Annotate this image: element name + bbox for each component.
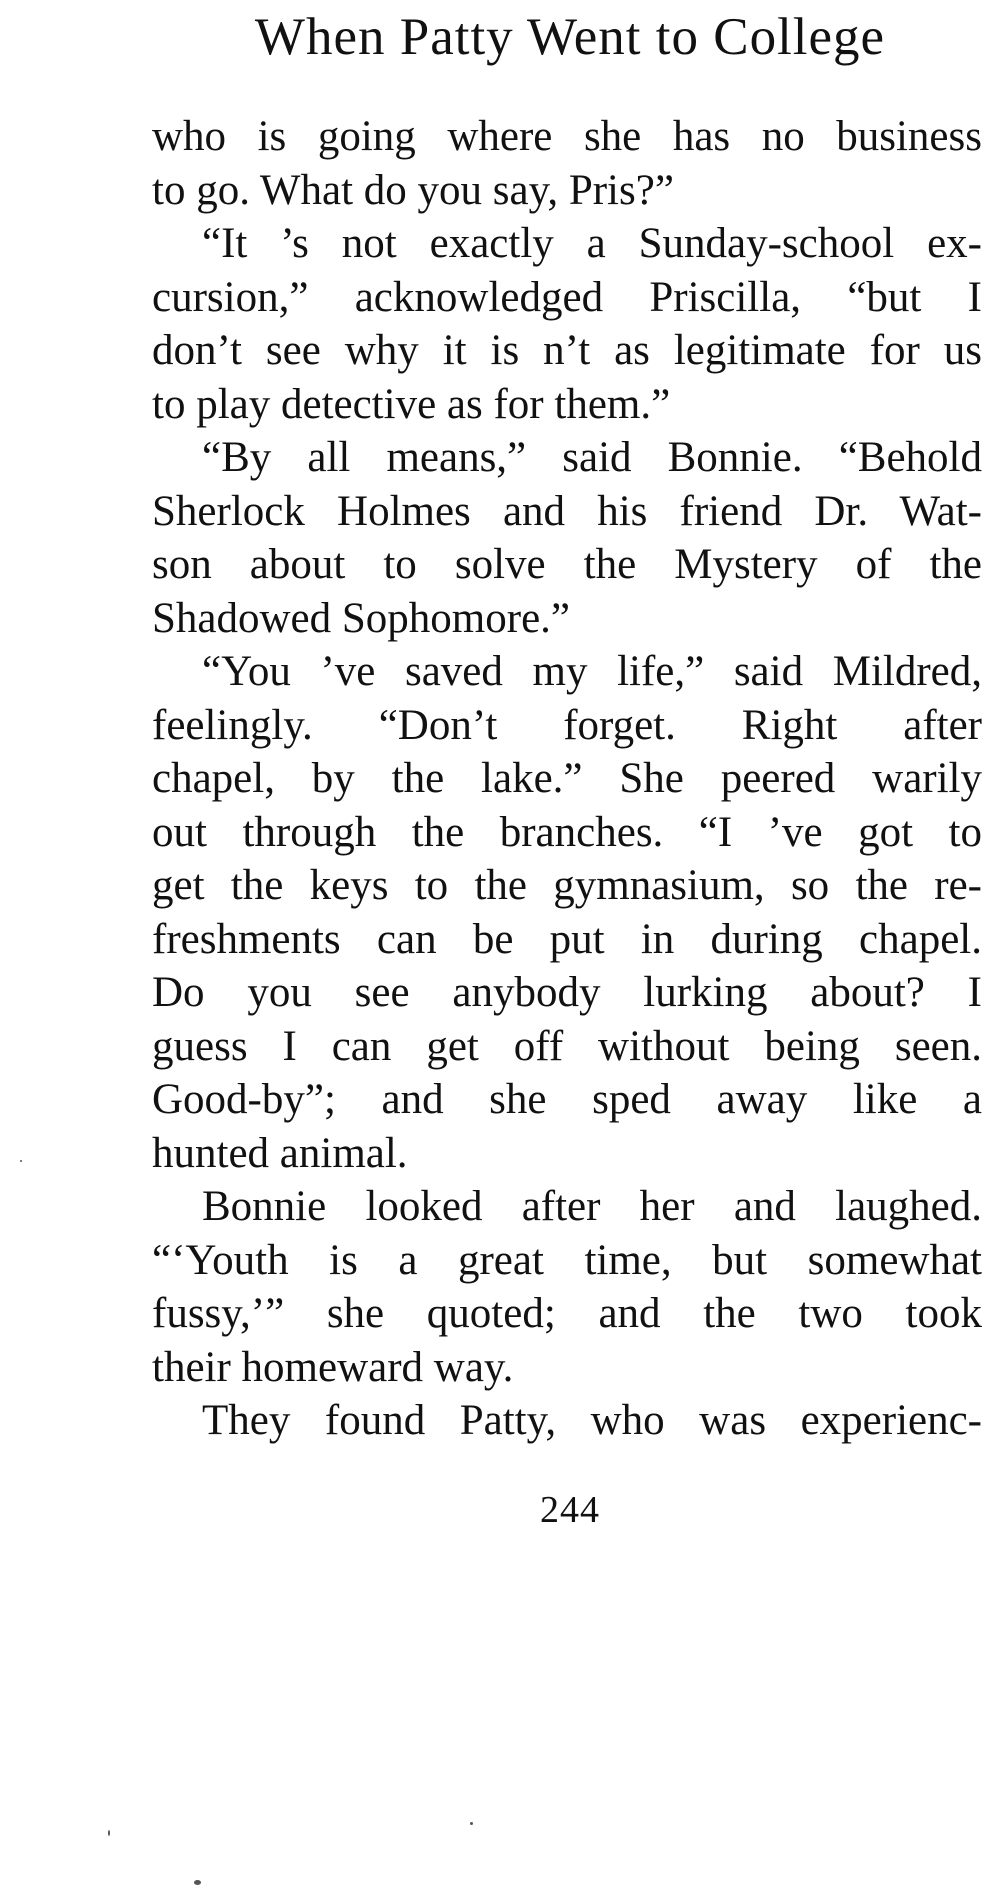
text-line: Shadowed Sophomore.” <box>152 594 570 642</box>
text-line: who is going where she has no business <box>152 113 982 160</box>
text-line: “You ’ve saved my life,” said Mildred, <box>202 648 982 695</box>
text-line: cursion,” acknowledged Priscilla, “but I <box>152 273 982 321</box>
text-line: Bonnie looked after her and laughed. <box>202 1183 982 1230</box>
text-line: They found Patty, who was experienc- <box>202 1397 982 1444</box>
text-line: freshments can be put in during chapel. <box>152 915 982 963</box>
text-line: son about to solve the Mystery of the <box>152 541 982 588</box>
text-line: “By all means,” said Bonnie. “Behold <box>202 434 982 481</box>
text-line: to go. What do you say, Pris?” <box>152 166 674 214</box>
text-line: to play detective as for them.” <box>152 380 671 428</box>
text-line: their homeward way. <box>152 1343 514 1391</box>
text-line: don’t see why it is n’t as legitimate for us <box>152 327 982 374</box>
text-line: out through the branches. “I ’ve got to <box>152 808 982 856</box>
text-line: hunted animal. <box>152 1129 408 1177</box>
text-line: get the keys to the gymnasium, so the re- <box>152 862 982 909</box>
ink-speck <box>470 1822 473 1825</box>
text-line: Sherlock Holmes and his friend Dr. Wat- <box>152 487 982 535</box>
running-head: When Patty Went to College <box>254 8 886 66</box>
text-line: fussy,’” she quoted; and the two took <box>152 1290 982 1337</box>
text-line: feelingly. “Don’t forget. Right after <box>152 701 982 749</box>
ink-speck <box>20 1160 22 1162</box>
text-line: “‘Youth is a great time, but somewhat <box>152 1236 982 1284</box>
ink-speck <box>194 1880 201 1885</box>
text-line: chapel, by the lake.” She peered warily <box>152 755 982 802</box>
text-line: Do you see anybody lurking about? I <box>152 969 982 1016</box>
text-line: guess I can get off without being seen. <box>152 1022 982 1070</box>
text-line: “It ’s not exactly a Sunday-school ex- <box>202 220 982 267</box>
text-line: Good-by”; and she sped away like a <box>152 1076 982 1123</box>
ink-speck <box>108 1830 110 1836</box>
body-text <box>152 110 982 1448</box>
page-number: 244 <box>540 1489 600 1531</box>
